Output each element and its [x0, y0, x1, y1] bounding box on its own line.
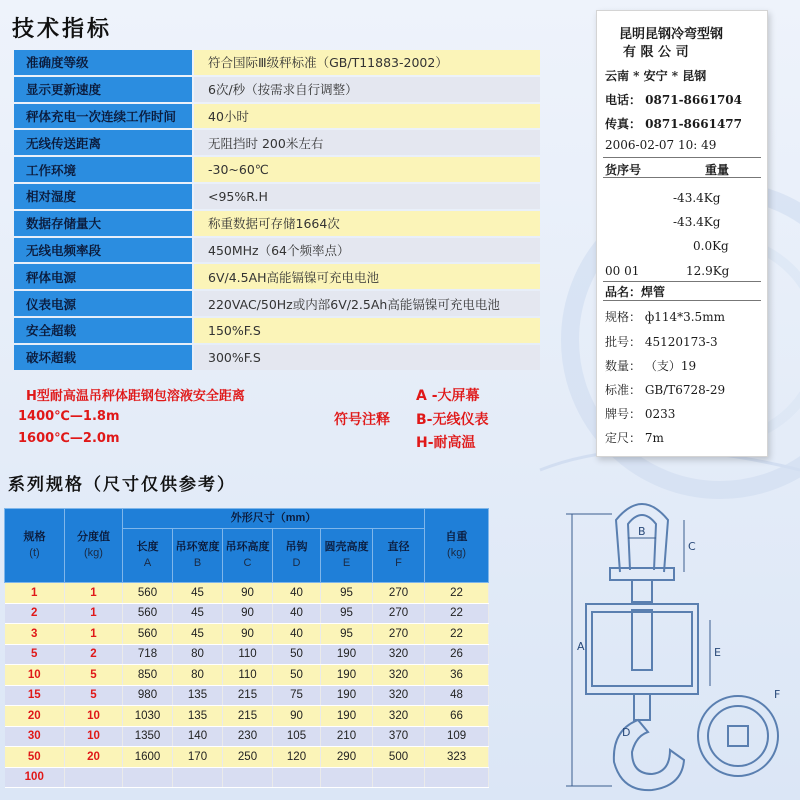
table-cell: 320	[373, 706, 425, 727]
table-cell: 135	[173, 706, 223, 727]
col-division: 分度值 (kg)	[65, 509, 123, 583]
table-cell	[425, 767, 489, 788]
spec-label: 工作环境	[14, 157, 192, 182]
table-cell: 45	[173, 583, 223, 604]
col-capacity: 规格 (t)	[5, 509, 65, 583]
table-cell: 40	[273, 583, 321, 604]
spec-value: 220VAC/50Hz或内部6V/2.5Ah高能镉镍可充电电池	[194, 291, 540, 316]
table-row	[5, 685, 489, 706]
table-row	[5, 706, 489, 727]
table-cell: 270	[373, 583, 425, 604]
spec-label: 安全超载	[14, 318, 192, 343]
spec-row	[14, 291, 540, 316]
table-cell: 250	[223, 747, 273, 768]
spec-label: 数据存储量大	[14, 211, 192, 236]
receipt-spec: 规格： ф114*3.5mm	[605, 310, 725, 324]
receipt-divider	[603, 281, 761, 282]
spec-row	[14, 264, 540, 289]
table-cell: 45	[173, 603, 223, 624]
table-cell: 1	[5, 583, 65, 604]
table-cell: 110	[223, 644, 273, 665]
spec-label: 破坏超载	[14, 345, 192, 370]
table-cell: 370	[373, 726, 425, 747]
table-cell: 66	[425, 706, 489, 727]
receipt-col-order: 货序号	[605, 163, 642, 177]
spec-table	[14, 50, 540, 370]
receipt-row-weight: 12.9Kg	[686, 264, 730, 278]
col-dim-e: 圆壳高度 E	[321, 529, 373, 583]
table-cell: 75	[273, 685, 321, 706]
spec-value: 6次/秒（按需求自行调整）	[194, 77, 540, 102]
crane-scale-diagram	[552, 480, 798, 798]
spec-row	[14, 238, 540, 263]
spec-label: 无线电频率段	[14, 238, 192, 263]
table-cell: 10	[5, 665, 65, 686]
series-table	[4, 508, 489, 788]
table-cell: 22	[425, 624, 489, 645]
shackle-inner	[628, 515, 656, 570]
spec-value: 6V/4.5AH高能镉镍可充电电池	[194, 264, 540, 289]
table-cell: 95	[321, 583, 373, 604]
table-cell: 170	[173, 747, 223, 768]
table-cell: 718	[123, 644, 173, 665]
spec-label: 秤体电源	[14, 264, 192, 289]
receipt-quantity: 数量： （支）19	[605, 359, 697, 373]
dim-label-f: F	[774, 688, 781, 701]
spec-row	[14, 211, 540, 236]
table-cell: 140	[173, 726, 223, 747]
spec-row	[14, 345, 540, 370]
table-cell: 26	[425, 644, 489, 665]
table-cell: 10	[65, 706, 123, 727]
symbol-h: H-耐高温	[416, 435, 476, 451]
receipt-location: 云南 * 安宁 * 昆钢	[605, 69, 707, 83]
table-cell: 95	[321, 603, 373, 624]
table-cell: 230	[223, 726, 273, 747]
table-cell: 80	[173, 665, 223, 686]
table-cell: 80	[173, 644, 223, 665]
table-row	[5, 583, 489, 604]
spec-value: 称重数据可存储1664次	[194, 211, 540, 236]
spec-value: 300%F.S	[194, 345, 540, 370]
spec-value: 450MHz（64个频率点）	[194, 238, 540, 263]
table-cell	[373, 767, 425, 788]
table-cell: 110	[223, 665, 273, 686]
symbol-legend-label: 符号注释	[334, 412, 390, 428]
table-cell: 45	[173, 624, 223, 645]
section-square	[728, 726, 748, 746]
table-cell: 22	[425, 603, 489, 624]
table-cell: 90	[273, 706, 321, 727]
table-cell: 190	[321, 685, 373, 706]
table-cell: 40	[273, 624, 321, 645]
receipt-divider	[603, 300, 761, 301]
table-cell: 270	[373, 603, 425, 624]
table-cell: 30	[5, 726, 65, 747]
center-block	[632, 610, 652, 670]
table-cell: 2	[5, 603, 65, 624]
receipt-weight-2: -43.4Kg	[673, 215, 721, 229]
spec-value: 150%F.S	[194, 318, 540, 343]
spec-title: 技术指标	[12, 17, 113, 42]
symbol-a: A -大屏幕	[416, 388, 480, 404]
receipt-company-line1: 昆明昆钢冷弯型钢	[619, 27, 724, 42]
spec-value: -30~60℃	[194, 157, 540, 182]
dim-label-e: E	[714, 646, 721, 659]
receipt-fax: 传真： 0871-8661477	[605, 117, 743, 131]
spec-value: <95%R.H	[194, 184, 540, 209]
spec-label: 准确度等级	[14, 50, 192, 75]
series-title: 系列规格（尺寸仅供参考）	[8, 475, 236, 495]
symbol-b: B-无线仪表	[416, 412, 489, 428]
dim-label-b: B	[638, 525, 646, 538]
table-cell: 290	[321, 747, 373, 768]
receipt-product: 品名：焊管	[605, 285, 666, 299]
table-cell: 190	[321, 644, 373, 665]
table-cell: 190	[321, 665, 373, 686]
lower-link	[634, 694, 650, 720]
table-cell: 90	[223, 583, 273, 604]
table-cell: 1	[65, 583, 123, 604]
dim-label-c: C	[688, 540, 696, 553]
table-cell	[65, 767, 123, 788]
spec-row	[14, 318, 540, 343]
table-cell	[321, 767, 373, 788]
table-cell: 215	[223, 685, 273, 706]
table-cell: 40	[273, 603, 321, 624]
table-cell: 90	[223, 603, 273, 624]
col-dim-b: 吊环宽度 B	[173, 529, 223, 583]
table-cell	[173, 767, 223, 788]
col-weight: 自重 (kg)	[425, 509, 489, 583]
table-row	[5, 603, 489, 624]
spec-value: 无阻挡时 200米左右	[194, 130, 540, 155]
printed-receipt	[596, 10, 768, 457]
receipt-weight-1: -43.4Kg	[673, 191, 721, 205]
spec-value: 符合国际Ⅲ级秤标准（GB/T11883-2002）	[194, 50, 540, 75]
receipt-company-line2: 有 限 公 司	[623, 45, 689, 60]
neck	[632, 580, 652, 602]
col-dimensions: 外形尺寸（mm）	[123, 509, 425, 529]
table-cell	[123, 767, 173, 788]
table-cell: 50	[5, 747, 65, 768]
table-row	[5, 767, 489, 788]
dim-label-d: D	[622, 726, 631, 739]
table-cell: 320	[373, 685, 425, 706]
table-cell: 500	[373, 747, 425, 768]
table-cell: 3	[5, 624, 65, 645]
receipt-weight-3: 0.0Kg	[693, 239, 729, 253]
table-cell: 10	[65, 726, 123, 747]
spec-label: 秤体充电一次连续工作时间	[14, 104, 192, 129]
series-table-body	[5, 583, 489, 788]
table-cell: 15	[5, 685, 65, 706]
col-dim-c: 吊环高度 C	[223, 529, 273, 583]
receipt-divider	[603, 157, 761, 158]
table-cell: 5	[65, 685, 123, 706]
receipt-col-weight: 重量	[705, 163, 730, 177]
spec-value: 40小时	[194, 104, 540, 129]
table-row	[5, 726, 489, 747]
table-cell: 323	[425, 747, 489, 768]
table-cell: 109	[425, 726, 489, 747]
table-cell: 850	[123, 665, 173, 686]
table-cell: 980	[123, 685, 173, 706]
table-cell: 215	[223, 706, 273, 727]
table-row	[5, 644, 489, 665]
table-row	[5, 747, 489, 768]
table-cell: 50	[273, 644, 321, 665]
table-cell: 95	[321, 624, 373, 645]
table-cell: 1	[65, 624, 123, 645]
table-cell: 100	[5, 767, 65, 788]
spec-label: 显示更新速度	[14, 77, 192, 102]
table-cell	[223, 767, 273, 788]
spec-label: 仪表电源	[14, 291, 192, 316]
table-cell: 560	[123, 624, 173, 645]
table-cell: 2	[65, 644, 123, 665]
safety-distance-1400: 1400℃—1.8m	[18, 409, 120, 424]
receipt-phone: 电话： 0871-8661704	[605, 93, 743, 107]
receipt-standard: 标准： GB/T6728-29	[605, 383, 726, 397]
spec-row	[14, 50, 540, 75]
receipt-brand: 牌号： 0233	[605, 407, 676, 421]
col-dim-f: 直径 F	[373, 529, 425, 583]
spec-label: 相对湿度	[14, 184, 192, 209]
section-circle	[698, 696, 778, 776]
table-cell: 20	[65, 747, 123, 768]
table-cell: 50	[273, 665, 321, 686]
spec-row	[14, 130, 540, 155]
spec-row	[14, 104, 540, 129]
table-cell: 320	[373, 644, 425, 665]
table-cell: 1	[65, 603, 123, 624]
col-dim-d: 吊钩 D	[273, 529, 321, 583]
table-cell: 22	[425, 583, 489, 604]
table-row	[5, 624, 489, 645]
dim-label-a: A	[577, 640, 585, 653]
receipt-datetime: 2006-02-07 10: 49	[605, 138, 717, 152]
safety-distance-1600: 1600℃—2.0m	[18, 431, 120, 446]
table-cell: 48	[425, 685, 489, 706]
table-cell: 5	[5, 644, 65, 665]
table-cell: 105	[273, 726, 321, 747]
table-cell: 36	[425, 665, 489, 686]
table-cell: 560	[123, 603, 173, 624]
table-cell: 90	[223, 624, 273, 645]
scale-body	[586, 604, 698, 694]
spec-row	[14, 77, 540, 102]
table-cell: 20	[5, 706, 65, 727]
table-row	[5, 665, 489, 686]
table-cell: 270	[373, 624, 425, 645]
table-cell: 1600	[123, 747, 173, 768]
table-cell: 210	[321, 726, 373, 747]
receipt-row-id: 00 01	[605, 264, 640, 278]
spec-label: 无线传送距离	[14, 130, 192, 155]
safety-distance-heading: H型耐高温吊秤体距钢包溶液安全距离	[26, 389, 245, 404]
table-cell: 135	[173, 685, 223, 706]
receipt-batch: 批号： 45120173-3	[605, 335, 718, 349]
table-cell: 320	[373, 665, 425, 686]
scale-body-inner	[592, 612, 692, 686]
table-cell: 1030	[123, 706, 173, 727]
col-dim-a: 长度 A	[123, 529, 173, 583]
table-cell: 1350	[123, 726, 173, 747]
table-cell: 120	[273, 747, 321, 768]
spec-row	[14, 184, 540, 209]
section-inner	[708, 706, 768, 766]
table-cell	[273, 767, 321, 788]
spec-row	[14, 157, 540, 182]
table-cell: 5	[65, 665, 123, 686]
receipt-divider	[603, 177, 761, 178]
receipt-length: 定尺： 7m	[605, 431, 664, 445]
table-cell: 190	[321, 706, 373, 727]
table-cell: 560	[123, 583, 173, 604]
